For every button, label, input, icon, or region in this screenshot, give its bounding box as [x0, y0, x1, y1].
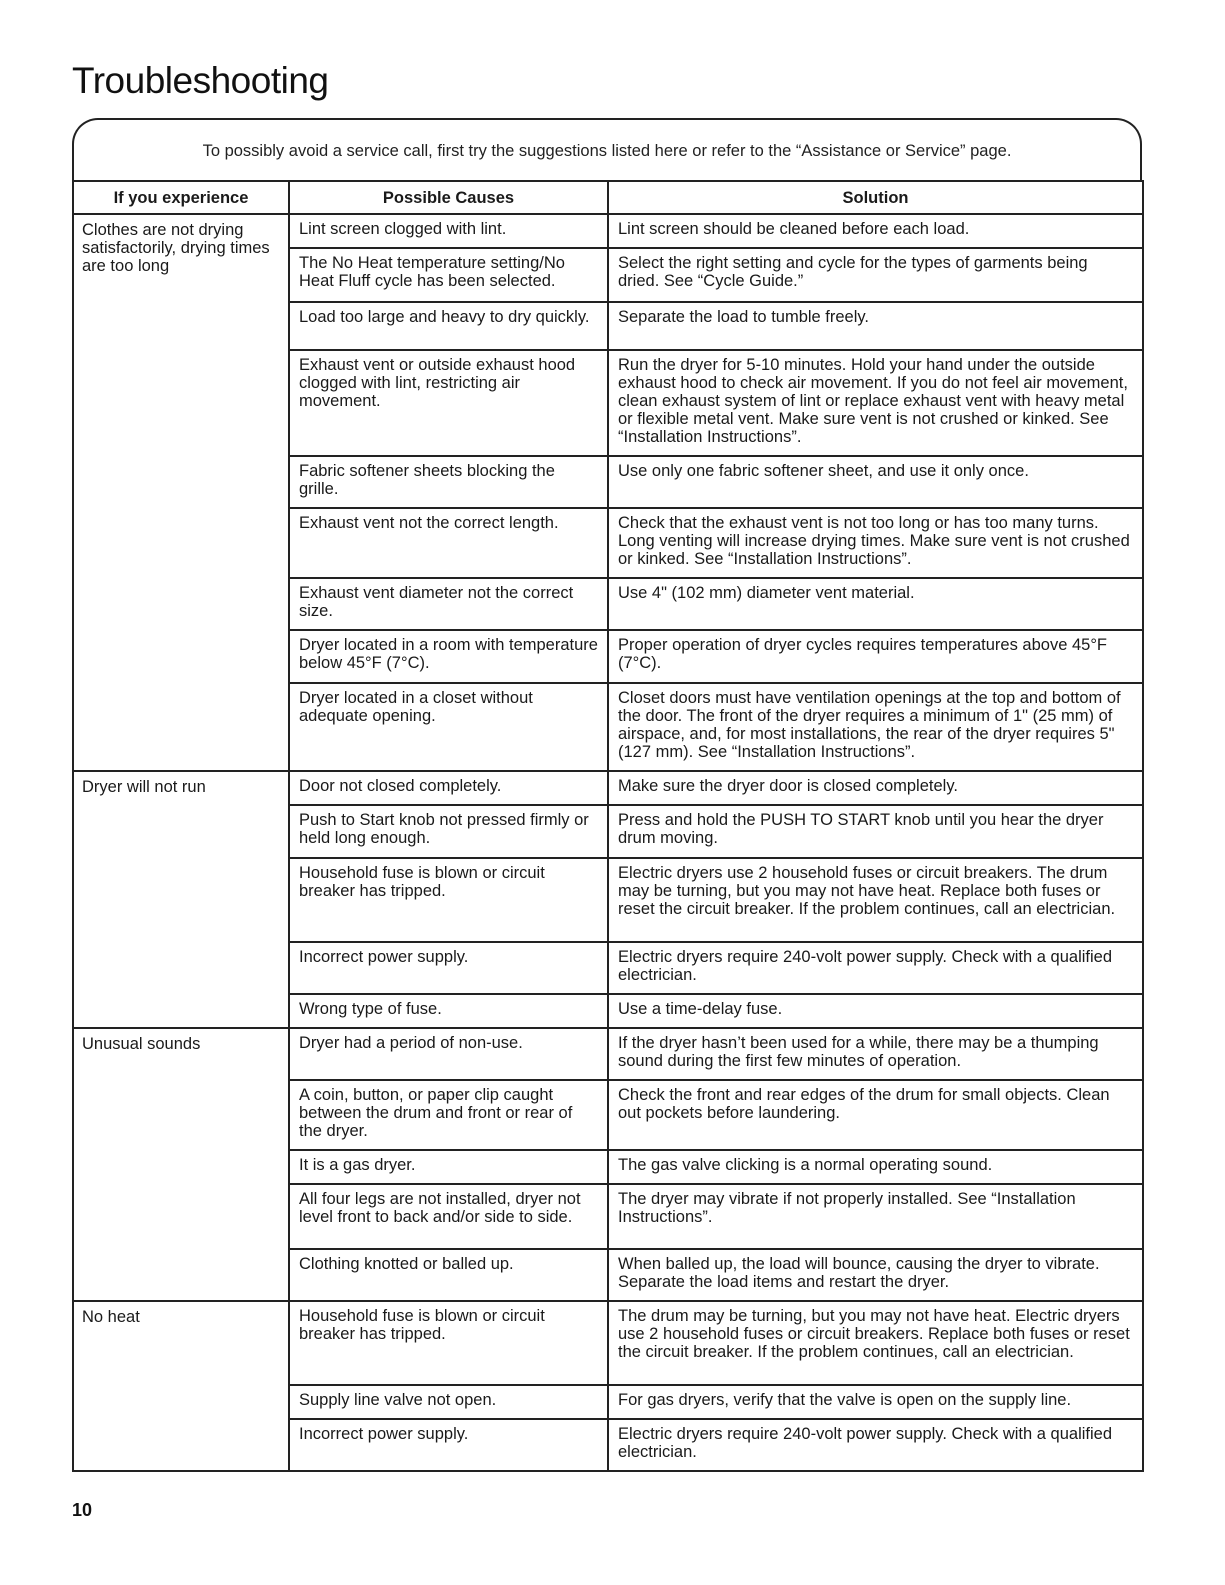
- solution-cell: The drum may be turning, but you may not have heat. Electric dryers use 2 household fuses or circuit breakers. Replace both fuses or reset the circuit breaker. If the problem continues, call an electrician.: [608, 1301, 1143, 1385]
- solution-cell: Separate the load to tumble freely.: [608, 302, 1143, 350]
- solution-cell: Select the right setting and cycle for the types of garments being dried. See “Cycle Guide.”: [608, 248, 1143, 302]
- header-solution: Solution: [608, 181, 1143, 214]
- cause-cell: Household fuse is blown or circuit breaker has tripped.: [289, 858, 608, 942]
- page-number: 10: [72, 1500, 93, 1520]
- cause-cell: Wrong type of fuse.: [289, 994, 608, 1028]
- cause-cell: Incorrect power supply.: [289, 942, 608, 994]
- cause-cell: Fabric softener sheets blocking the grille.: [289, 456, 608, 508]
- solution-cell: Use only one fabric softener sheet, and use it only once.: [608, 456, 1143, 508]
- solution-cell: The gas valve clicking is a normal operating sound.: [608, 1150, 1143, 1184]
- table-row: [73, 214, 1143, 248]
- cause-cell: The No Heat temperature setting/No Heat Fluff cycle has been selected.: [289, 248, 608, 302]
- solution-cell: Run the dryer for 5-10 minutes. Hold your hand under the outside exhaust hood to check air movement. If you do not feel air movement, clean exhaust system of lint or replace exhaust vent with heavy metal or flexible metal vent. Make sure vent is not crushed or kinked. See “Installation Instructions”.: [608, 350, 1143, 456]
- cause-cell: Household fuse is blown or circuit breaker has tripped.: [289, 1301, 608, 1385]
- cause-cell: Exhaust vent or outside exhaust hood clogged with lint, restricting air movement.: [289, 350, 608, 456]
- solution-cell: Use 4" (102 mm) diameter vent material.: [608, 578, 1143, 630]
- cause-cell: Lint screen clogged with lint.: [289, 214, 608, 248]
- solution-cell: If the dryer hasn’t been used for a while, there may be a thumping sound during the first few minutes of operation.: [608, 1028, 1143, 1080]
- troubleshooting-table: [72, 180, 1144, 1472]
- solution-cell: Use a time-delay fuse.: [608, 994, 1143, 1028]
- cause-cell: Clothing knotted or balled up.: [289, 1249, 608, 1301]
- table-row: [73, 771, 1143, 805]
- solution-cell: For gas dryers, verify that the valve is open on the supply line.: [608, 1385, 1143, 1419]
- cause-cell: Dryer located in a room with temperature below 45°F (7°C).: [289, 630, 608, 683]
- page-title: Troubleshooting: [72, 60, 329, 101]
- cause-cell: Incorrect power supply.: [289, 1419, 608, 1471]
- table-row: [73, 1301, 1143, 1385]
- solution-cell: Check that the exhaust vent is not too long or has too many turns. Long venting will increase drying times. Make sure vent is not crushed or kinked. See “Installation Instructions”.: [608, 508, 1143, 578]
- solution-cell: Proper operation of dryer cycles requires temperatures above 45°F (7°C).: [608, 630, 1143, 683]
- cause-cell: Push to Start knob not pressed firmly or held long enough.: [289, 805, 608, 858]
- solution-cell: Check the front and rear edges of the drum for small objects. Clean out pockets before laundering.: [608, 1080, 1143, 1150]
- cause-cell: A coin, button, or paper clip caught between the drum and front or rear of the dryer.: [289, 1080, 608, 1150]
- cause-cell: Supply line valve not open.: [289, 1385, 608, 1419]
- intro-text: To possibly avoid a service call, first try the suggestions listed here or refer to the “Assistance or Service” page.: [202, 142, 1012, 160]
- symptom-cell: No heat: [73, 1301, 289, 1471]
- solution-cell: Closet doors must have ventilation openings at the top and bottom of the door. The front of the dryer requires a minimum of 1" (25 mm) of airspace, and, for most installations, the rear of the dryer requires 5" (127 mm). See “Installation Instructions”.: [608, 683, 1143, 771]
- cause-cell: It is a gas dryer.: [289, 1150, 608, 1184]
- cause-cell: Exhaust vent diameter not the correct size.: [289, 578, 608, 630]
- cause-cell: Exhaust vent not the correct length.: [289, 508, 608, 578]
- solution-cell: Make sure the dryer door is closed completely.: [608, 771, 1143, 805]
- cause-cell: Dryer had a period of non-use.: [289, 1028, 608, 1080]
- solution-cell: Lint screen should be cleaned before each load.: [608, 214, 1143, 248]
- solution-cell: When balled up, the load will bounce, causing the dryer to vibrate. Separate the load items and restart the dryer.: [608, 1249, 1143, 1301]
- solution-cell: Electric dryers require 240-volt power supply. Check with a qualified electrician.: [608, 942, 1143, 994]
- cause-cell: Dryer located in a closet without adequate opening.: [289, 683, 608, 771]
- solution-cell: Electric dryers require 240-volt power supply. Check with a qualified electrician.: [608, 1419, 1143, 1471]
- symptom-cell: Unusual sounds: [73, 1028, 289, 1301]
- solution-cell: Electric dryers use 2 household fuses or circuit breakers. The drum may be turning, but you may not have heat. Replace both fuses or reset the circuit breaker. If the problem continues, call an electrician.: [608, 858, 1143, 942]
- symptom-cell: Dryer will not run: [73, 771, 289, 1028]
- header-causes: Possible Causes: [289, 181, 608, 214]
- header-row: [73, 181, 1143, 214]
- header-symptom: If you experience: [73, 181, 289, 214]
- table-row: [73, 1028, 1143, 1080]
- symptom-cell: Clothes are not drying satisfactorily, drying times are too long: [73, 214, 289, 771]
- solution-cell: Press and hold the PUSH TO START knob until you hear the dryer drum moving.: [608, 805, 1143, 858]
- cause-cell: Load too large and heavy to dry quickly.: [289, 302, 608, 350]
- cause-cell: All four legs are not installed, dryer not level front to back and/or side to side.: [289, 1184, 608, 1249]
- intro-frame: [72, 118, 1142, 180]
- solution-cell: The dryer may vibrate if not properly installed. See “Installation Instructions”.: [608, 1184, 1143, 1249]
- cause-cell: Door not closed completely.: [289, 771, 608, 805]
